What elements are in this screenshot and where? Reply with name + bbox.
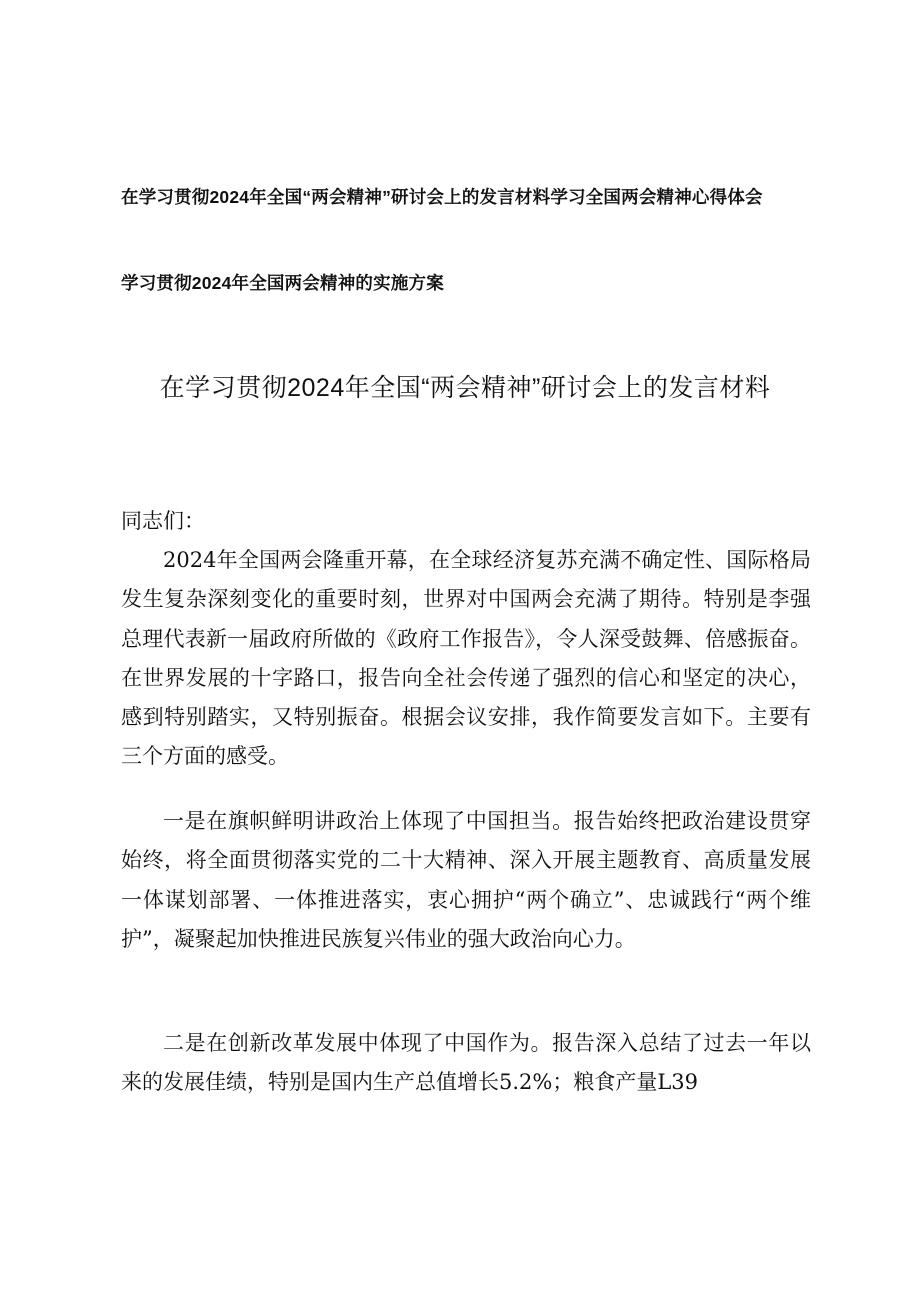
toc-line-1: 在学习贯彻2024年全国“两会精神”研讨会上的发言材料学习全国两会精神心得体会 bbox=[121, 187, 763, 207]
document-title: 在学习贯彻2024年全国“两会精神”研讨会上的发言材料 bbox=[159, 374, 771, 402]
toc-line-2: 学习贯彻2024年全国两会精神的实施方案 bbox=[121, 273, 444, 293]
salutation: 同志们： bbox=[121, 509, 205, 533]
paragraph: 二是在创新改革发展中体现了中国作为。报告深入总结了过去一年以来的发展佳绩，特别是国内生产总值增长5.2%；粮食产量L39 bbox=[121, 1031, 811, 1095]
paragraph: 一是在旗帜鲜明讲政治上体现了中国担当。报告始终把政治建设贯穿始终，将全面贯彻落实党的二十大精神、深入开展主题教育、高质量发展一体谋划部署、一体推进落实，衷心拥护“两个确立”、忠诚践行“两个维护”，凝聚起加快推进民族复兴伟业的强大政治向心力。 bbox=[121, 809, 811, 951]
paragraph: 2024年全国两会隆重开幕，在全球经济复苏充满不确定性、国际格局发生复杂深刻变化的重要时刻，世界对中国两会充满了期待。特别是李强总理代表新一届政府所做的《政府工作报告》，令人深受鼓舞、倍感振奋。在世界发展的十字路口，报告向全社会传递了强烈的信心和坚定的决心，感到特别踏实，又特别振奋。根据会议安排，我作简要发言如下。主要有三个方面的感受。 bbox=[121, 548, 811, 769]
